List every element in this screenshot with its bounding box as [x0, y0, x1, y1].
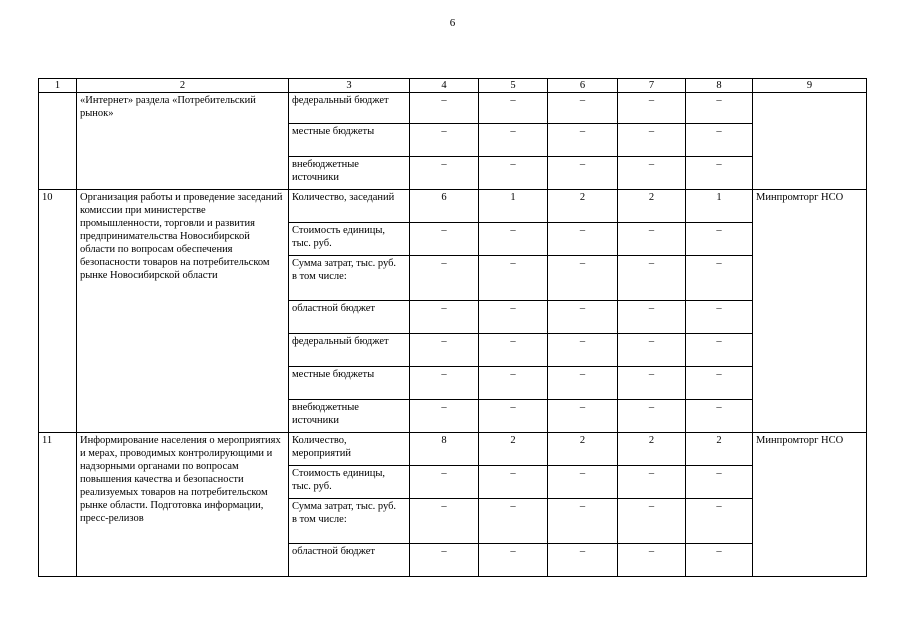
value-cell: – — [479, 256, 548, 301]
responsible-executor: Минпромторг НСО — [753, 433, 867, 577]
value-cell: – — [686, 124, 753, 157]
value-cell: – — [479, 223, 548, 256]
value-cell: – — [686, 93, 753, 124]
value-cell: – — [548, 499, 618, 544]
value-cell: – — [479, 301, 548, 334]
value-cell: 2 — [686, 433, 753, 466]
value-cell: 2 — [548, 190, 618, 223]
indicator-label: внебюджетные источники — [292, 402, 359, 426]
value-cell: – — [548, 223, 618, 256]
column-header: 8 — [686, 79, 753, 93]
indicator-label: федеральный бюджет — [292, 336, 389, 347]
value-cell: – — [548, 157, 618, 190]
value-cell: – — [618, 544, 686, 577]
value-cell: – — [618, 93, 686, 124]
table-row — [39, 433, 867, 466]
indicator-cell — [289, 157, 410, 190]
value-cell: – — [686, 367, 753, 400]
value-cell: – — [479, 544, 548, 577]
value-cell: – — [479, 499, 548, 544]
value-cell: – — [686, 223, 753, 256]
indicator-cell — [289, 367, 410, 400]
indicator-cell — [289, 334, 410, 367]
value-cell: – — [548, 256, 618, 301]
value-cell: – — [618, 256, 686, 301]
value-cell: – — [410, 223, 479, 256]
column-header: 4 — [410, 79, 479, 93]
column-header: 5 — [479, 79, 548, 93]
value-cell: – — [548, 466, 618, 499]
value-cell: – — [618, 499, 686, 544]
value-cell: 2 — [548, 433, 618, 466]
indicator-cell — [289, 301, 410, 334]
column-header: 7 — [618, 79, 686, 93]
indicator-label: внебюджетные источники — [292, 159, 359, 183]
indicator-label: местные бюджеты — [292, 369, 375, 380]
indicator-label: Сумма затрат, тыс. руб. — [292, 501, 397, 512]
value-cell: – — [548, 367, 618, 400]
value-cell: 2 — [618, 433, 686, 466]
value-cell: – — [686, 301, 753, 334]
value-cell: – — [410, 499, 479, 544]
table-body — [39, 79, 867, 577]
value-cell: – — [479, 157, 548, 190]
table-row — [39, 93, 867, 124]
value-cell: – — [410, 93, 479, 124]
value-cell: 6 — [410, 190, 479, 223]
indicator-label: федеральный бюджет — [292, 95, 389, 106]
value-cell: – — [410, 124, 479, 157]
indicator-cell — [289, 223, 410, 256]
column-header: 6 — [548, 79, 618, 93]
value-cell: – — [479, 334, 548, 367]
indicator-cell — [289, 400, 410, 433]
value-cell: – — [410, 400, 479, 433]
indicator-cell — [289, 433, 410, 466]
value-cell: – — [686, 544, 753, 577]
indicator-label: Стоимость единицы, тыс. руб. — [292, 225, 386, 249]
value-cell: – — [618, 157, 686, 190]
activity-description: Информирование населения о мероприятиях и мерах, проводимых контролирующими и надзорными органами по вопросам повышения качества и безопасности реализуемых товаров на потребительском рынке области. Подготовка информации, пресс-релизов — [77, 433, 289, 577]
activity-description: Организация работы и проведение заседаний комиссии при министерстве промышленности, торговли и развития предпринимательства Новосибирской области по вопросам обеспечения безопасности товаров на потребительском рынке Новосибирской области — [77, 190, 289, 433]
indicator-label: Сумма затрат, тыс. руб. — [292, 258, 397, 269]
indicator-label: местные бюджеты — [292, 126, 375, 137]
value-cell: – — [686, 400, 753, 433]
value-cell: – — [618, 124, 686, 157]
value-cell: – — [686, 334, 753, 367]
indicator-cell — [289, 256, 410, 301]
value-cell: – — [410, 256, 479, 301]
indicator-cell — [289, 466, 410, 499]
row-number: 11 — [39, 433, 77, 577]
value-cell: 1 — [686, 190, 753, 223]
value-cell: – — [479, 367, 548, 400]
header-row — [39, 79, 867, 93]
indicator-label: областной бюджет — [292, 546, 375, 557]
column-header: 9 — [753, 79, 867, 93]
value-cell: – — [686, 256, 753, 301]
value-cell: 2 — [618, 190, 686, 223]
indicator-cell — [289, 544, 410, 577]
value-cell: 8 — [410, 433, 479, 466]
value-cell: – — [479, 124, 548, 157]
value-cell: – — [479, 466, 548, 499]
indicator-cell — [289, 124, 410, 157]
value-cell: – — [548, 301, 618, 334]
indicator-cell — [289, 499, 410, 544]
column-header: 2 — [77, 79, 289, 93]
value-cell: – — [686, 499, 753, 544]
value-cell: – — [410, 157, 479, 190]
value-cell: – — [410, 466, 479, 499]
value-cell: – — [548, 400, 618, 433]
value-cell: – — [410, 334, 479, 367]
indicator-label: Количество, заседаний — [292, 192, 395, 203]
column-header: 3 — [289, 79, 410, 93]
value-cell: – — [548, 93, 618, 124]
indicator-label: Количество, мероприятий — [292, 435, 351, 459]
responsible-executor — [753, 93, 867, 190]
page-number: 6 — [449, 17, 456, 29]
value-cell: – — [479, 93, 548, 124]
value-cell: – — [686, 157, 753, 190]
indicator-cell — [289, 93, 410, 124]
value-cell: – — [548, 544, 618, 577]
value-cell: 2 — [479, 433, 548, 466]
value-cell: – — [410, 544, 479, 577]
column-header: 1 — [39, 79, 77, 93]
value-cell: – — [618, 367, 686, 400]
responsible-executor: Минпромторг НСО — [753, 190, 867, 433]
activity-description: «Интернет» раздела «Потребительский рынок» — [77, 93, 289, 190]
row-number: 10 — [39, 190, 77, 433]
value-cell: – — [548, 124, 618, 157]
value-cell: – — [410, 301, 479, 334]
value-cell: – — [618, 301, 686, 334]
indicator-sublabel: в том числе: — [292, 271, 347, 282]
table-row — [39, 190, 867, 223]
value-cell: – — [479, 400, 548, 433]
value-cell: – — [618, 223, 686, 256]
indicator-label: областной бюджет — [292, 303, 375, 314]
indicator-sublabel: в том числе: — [292, 514, 347, 525]
value-cell: – — [618, 466, 686, 499]
value-cell: – — [618, 334, 686, 367]
indicator-cell — [289, 190, 410, 223]
value-cell: – — [618, 400, 686, 433]
program-table — [38, 78, 867, 577]
value-cell: – — [548, 334, 618, 367]
value-cell: – — [686, 466, 753, 499]
indicator-label: Стоимость единицы, тыс. руб. — [292, 468, 386, 492]
row-number — [39, 93, 77, 190]
value-cell: – — [410, 367, 479, 400]
value-cell: 1 — [479, 190, 548, 223]
